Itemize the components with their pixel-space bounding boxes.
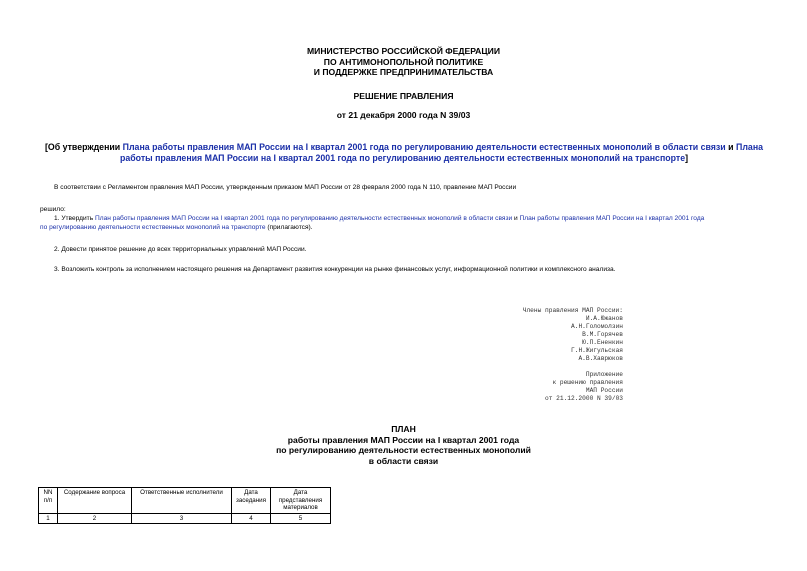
appendix-line: МАП России	[585, 387, 623, 394]
member-name: И.А.Южанов	[585, 315, 623, 322]
table-cell: 2	[58, 513, 132, 524]
document-title-line-2	[30, 153, 778, 164]
item-1-suffix: (прилагаются).	[265, 224, 313, 231]
item-1-prefix: 1. Утвердить	[54, 215, 95, 222]
appendix-block	[545, 371, 623, 403]
title-suffix: ]	[685, 153, 689, 163]
appendix-line: к решению правления	[552, 379, 623, 386]
document-date: от 21 декабря 2000 года N 39/03	[336, 110, 471, 120]
ministry-line-2: ПО АНТИМОНОПОЛЬНОЙ ПОЛИТИКЕ	[323, 56, 484, 67]
table-header-cell: NN п/п	[39, 488, 58, 514]
table-cell: 5	[271, 513, 331, 524]
ministry-line-3: И ПОДДЕРЖКЕ ПРЕДПРИНИМАТЕЛЬСТВА	[313, 67, 494, 77]
intro-paragraph: В соответствии с Регламентом правления МАП России, утвержденным приказом МАП России от 28 февраля 2000 года N 110, правление МАП России	[54, 184, 517, 191]
table-cell: 1	[39, 513, 58, 524]
item-1-link-plan-transport[interactable]: по регулированию деятельности естественных монополий на транспорте	[40, 224, 266, 231]
plan-heading	[0, 424, 807, 466]
title-prefix: [Об утверждении	[44, 142, 123, 152]
table-cell: 4	[232, 513, 271, 524]
title-link-plan-communications[interactable]: Плана работы правления МАП России на I квартал 2001 года по регулированию деятельности естественных монополий в области связи	[122, 142, 726, 152]
member-name: Г.Н.Жигульская	[571, 347, 623, 354]
resolved-label: решило:	[40, 206, 66, 213]
plan-title: ПЛАН	[391, 424, 416, 434]
title-link-plan-transport[interactable]: работы правления МАП России на I квартал 2001 года по регулированию деятельности естественных монополий на транспорте	[119, 153, 686, 163]
member-name: В.М.Горячев	[582, 331, 623, 338]
appendix-line: от 21.12.2000 N 39/03	[545, 395, 623, 402]
member-name: Ю.П.Ененкин	[582, 339, 623, 346]
document-title	[30, 142, 778, 153]
title-middle: и	[725, 142, 737, 152]
appendix-line: Приложение	[585, 371, 623, 378]
document-type: РЕШЕНИЕ ПРАВЛЕНИЯ	[353, 90, 454, 101]
plan-subtitle-line: в области связи	[368, 455, 439, 466]
table-header-cell: Дата представления материалов	[271, 488, 331, 514]
table-row	[39, 513, 331, 524]
item-1-link-plan-transport-start[interactable]: План работы правления МАП России на I квартал 2001 года	[519, 215, 705, 222]
item-1	[54, 215, 704, 223]
table-header-cell: Содержание вопроса	[58, 488, 132, 514]
item-2: 2. Довести принятое решение до всех территориальных управлений МАП России.	[54, 246, 307, 253]
member-name: А.В.Хаврюков	[578, 355, 623, 362]
members-heading: Члены правления МАП России:	[522, 307, 623, 314]
title-link-plan-transport-start[interactable]: Плана	[736, 142, 764, 152]
document-header	[0, 46, 807, 121]
table-header-cell: Ответственные исполнители	[132, 488, 232, 514]
item-1-link-plan-communications[interactable]: План работы правления МАП России на I квартал 2001 года по регулированию деятельности естественных монополий в области связи	[94, 215, 513, 222]
plan-subtitle-line: по регулированию деятельности естественных монополий	[276, 445, 531, 455]
item-1-continued	[40, 224, 313, 232]
item-1-middle: и	[512, 215, 520, 222]
table-header-row	[39, 488, 331, 514]
item-3: 3. Возложить контроль за исполнением настоящего решения на Департамент развития конкуренции на рынке финансовых услуг, информационной политики и комплексного анализа.	[54, 266, 616, 273]
board-members	[523, 307, 623, 363]
ministry-line-1: МИНИСТЕРСТВО РОССИЙСКОЙ ФЕДЕРАЦИИ	[306, 46, 501, 56]
table-cell: 3	[132, 513, 232, 524]
plan-subtitle-line: работы правления МАП России на I квартал 2001 года	[287, 434, 520, 445]
plan-table	[38, 487, 331, 524]
table-header-cell: Дата заседания	[232, 488, 271, 514]
member-name: А.Н.Голомолзин	[571, 323, 623, 330]
